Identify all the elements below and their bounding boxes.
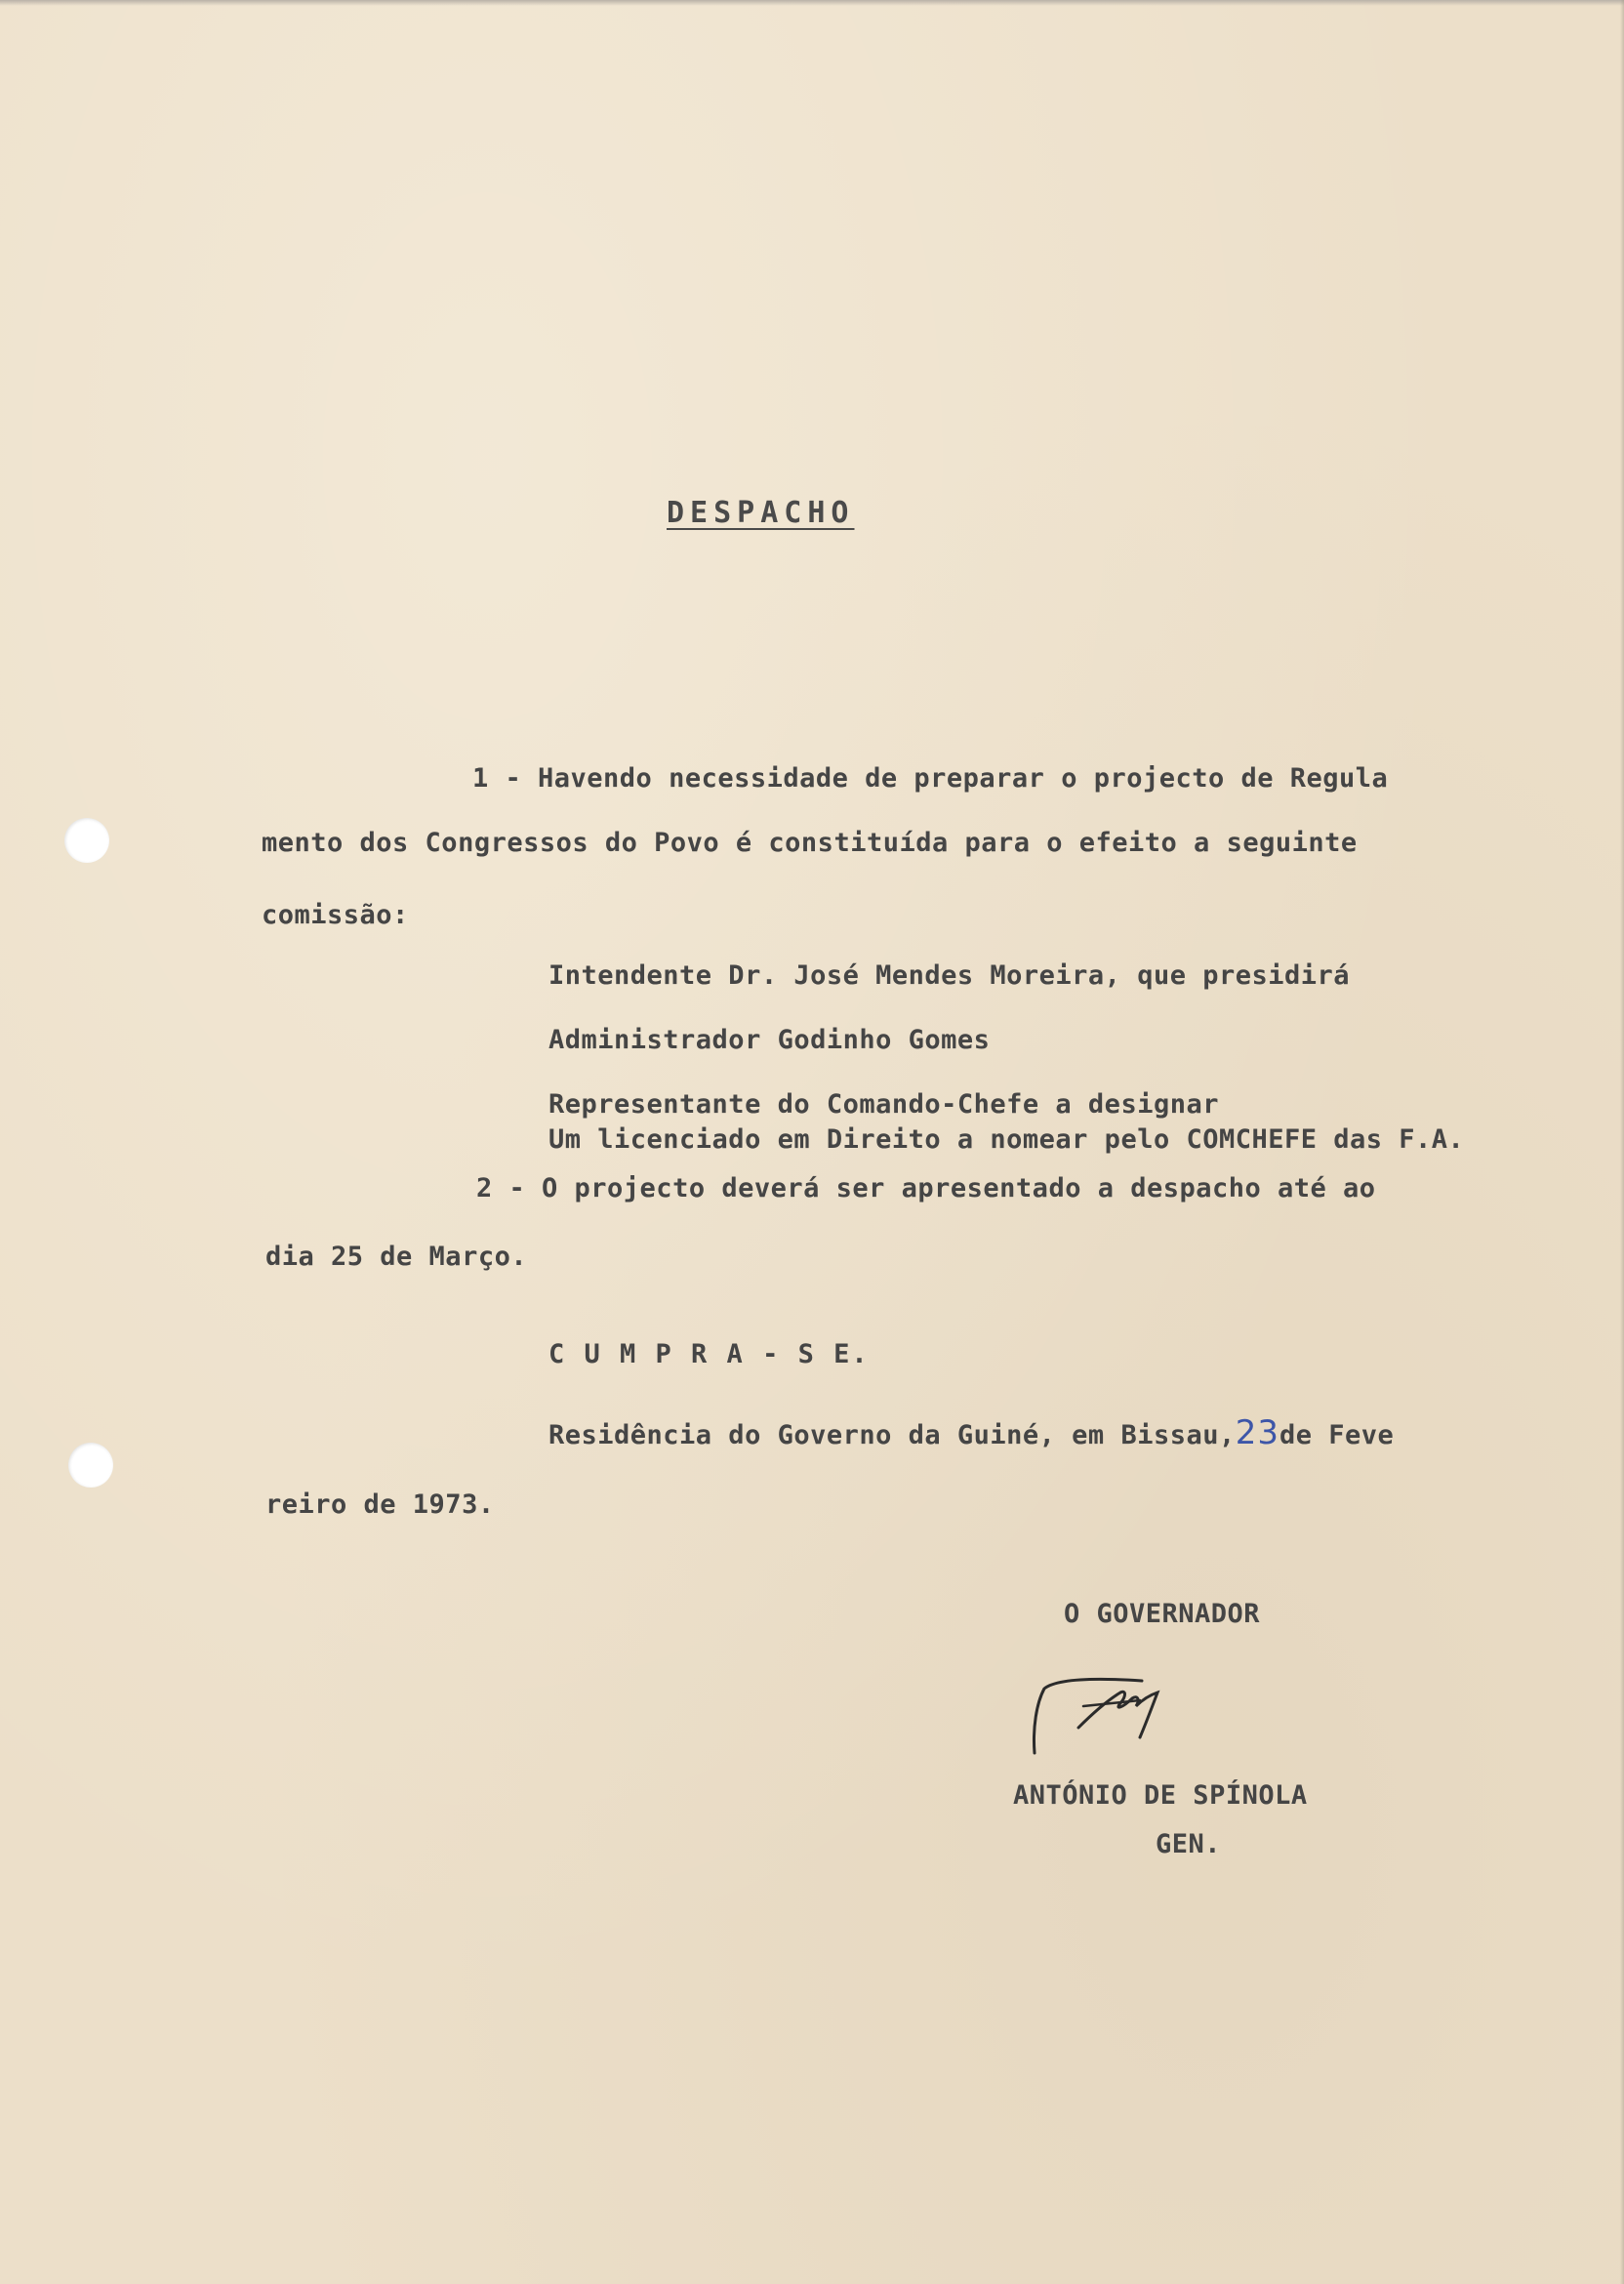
- page-top-edge: [0, 0, 1624, 6]
- closing-line2: reiro de 1973.: [265, 1489, 495, 1520]
- punch-hole-top: [64, 818, 109, 863]
- paragraph2-line1: 2 - O projecto deverá ser apresentado a despacho até ao: [476, 1173, 1376, 1203]
- document-title: DESPACHO: [667, 496, 855, 530]
- member-item-4: Um licenciado em Direito a nomear pelo COMCHEFE das F.A.: [548, 1124, 1465, 1155]
- cumpra-se: C U M P R A - S E.: [548, 1339, 870, 1369]
- paragraph1-line1: 1 - Havendo necessidade de preparar o projecto de Regula: [472, 763, 1389, 794]
- page-right-edge: [1620, 0, 1624, 2284]
- handwritten-day: 23: [1235, 1413, 1279, 1452]
- closing-suffix: de Feve: [1279, 1420, 1395, 1450]
- paragraph1-line2: mento dos Congressos do Povo é constituída para o efeito a seguinte: [262, 828, 1358, 858]
- member-item-1: Intendente Dr. José Mendes Moreira, que presidirá: [548, 960, 1351, 991]
- closing-prefix: Residência do Governo da Guiné, em Bissau,: [548, 1420, 1236, 1450]
- signature-name: ANTÓNIO DE SPÍNOLA: [1013, 1780, 1308, 1811]
- signature-rank: GEN.: [1156, 1829, 1222, 1859]
- handwritten-signature: [1025, 1659, 1210, 1767]
- member-item-3: Representante do Comando-Chefe a designar: [548, 1089, 1219, 1120]
- member-item-2: Administrador Godinho Gomes: [548, 1025, 991, 1055]
- paragraph1-line3: comissão:: [262, 900, 409, 930]
- paragraph2-line2: dia 25 de Março.: [265, 1242, 528, 1272]
- signature-role: O GOVERNADOR: [1064, 1599, 1261, 1629]
- punch-hole-bottom: [68, 1443, 113, 1488]
- closing-line1: [548, 1413, 1395, 1452]
